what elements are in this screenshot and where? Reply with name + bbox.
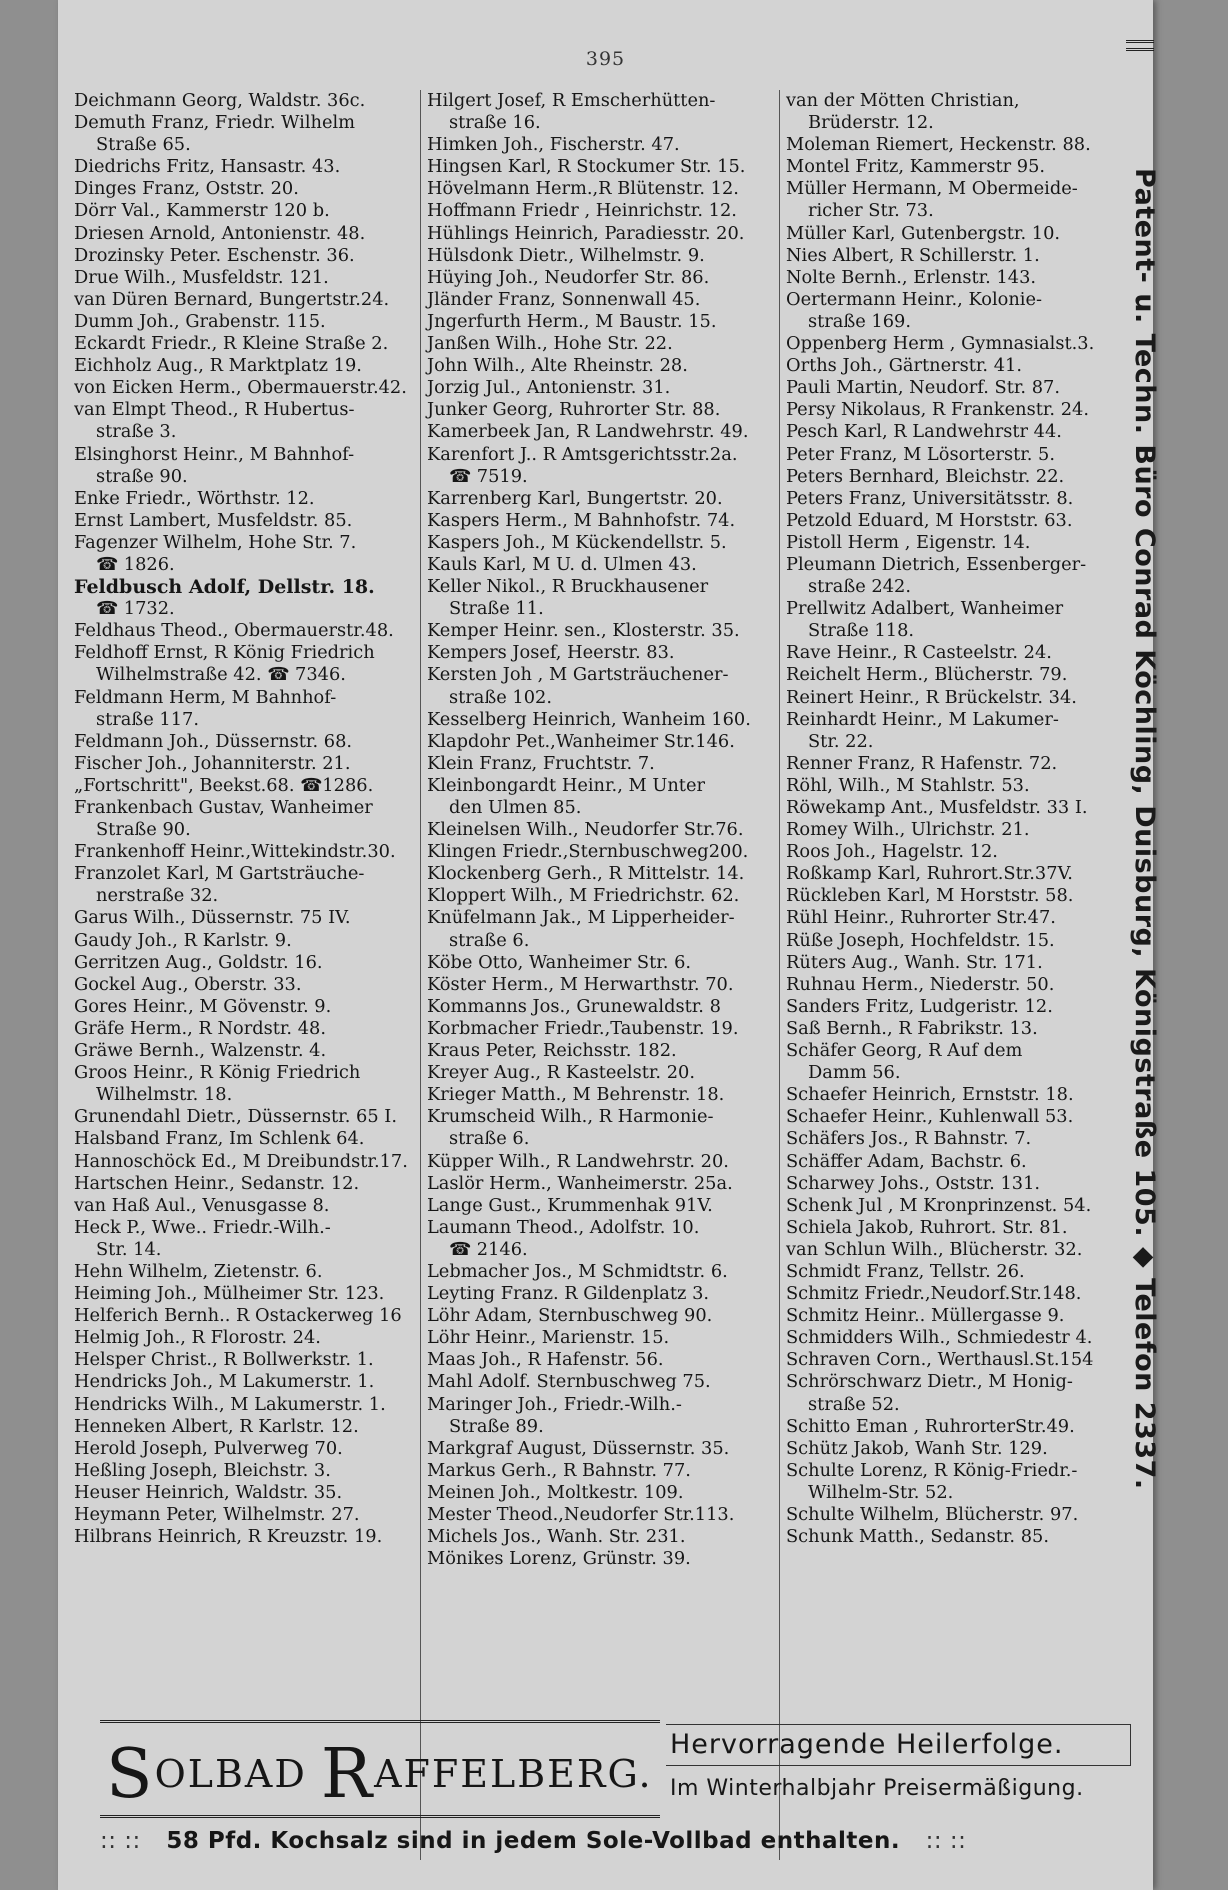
- directory-entry: ☎ 1732.: [96, 598, 175, 620]
- directory-entry: straße 52.: [808, 1393, 900, 1415]
- directory-entry: Kloppert Wilh., M Friedrichstr. 62.: [427, 885, 740, 907]
- directory-entry: Krumscheid Wilh., R Harmonie-: [427, 1106, 714, 1128]
- directory-entry: Gräwe Bernh., Walzenstr. 4.: [74, 1040, 327, 1062]
- sidebar-advertisement-text: Patent- u. Techn. Büro Conrad Köchling, Duisburg, Königstraße 105. ◆ Telefon 2337.: [1129, 168, 1160, 1490]
- directory-entry: Schäfer Georg, R Auf dem: [786, 1040, 1023, 1062]
- directory-entry: Klapdohr Pet.,Wanheimer Str.146.: [427, 730, 735, 752]
- directory-entry: Mahl Adolf. Sternbuschweg 75.: [427, 1371, 711, 1393]
- directory-entry: Keller Nikol., R Bruckhausener: [427, 576, 709, 598]
- directory-entry: Brüderstr. 12.: [808, 112, 934, 134]
- directory-entry: Müller Karl, Gutenbergstr. 10.: [786, 222, 1061, 244]
- directory-entry: Feldhaus Theod., Obermauerstr.48.: [74, 620, 394, 642]
- directory-entry: Hartschen Heinr., Sedanstr. 12.: [74, 1172, 360, 1194]
- directory-entry: Straße 65.: [96, 134, 191, 156]
- directory-entry: Köbe Otto, Wanheimer Str. 6.: [427, 951, 692, 973]
- ad-slogan-box: [660, 1716, 1130, 1814]
- directory-entry: Jngerfurth Herm., M Baustr. 15.: [427, 310, 717, 332]
- directory-entry: Damm 56.: [808, 1062, 901, 1084]
- directory-entry: von Eicken Herm., Obermauerstr.42.: [74, 377, 407, 399]
- directory-entry: Garus Wilh., Düssernstr. 75 IV.: [74, 907, 351, 929]
- directory-entry: Maringer Joh., Friedr.-Wilh.-: [427, 1393, 682, 1415]
- directory-entry: Schütz Jakob, Wanh Str. 129.: [786, 1437, 1048, 1459]
- directory-entry: Pleumann Dietrich, Essenberger-: [786, 553, 1087, 575]
- directory-entry: Prellwitz Adalbert, Wanheimer: [786, 598, 1064, 620]
- directory-entry: Kamerbeek Jan, R Landwehrstr. 49.: [427, 421, 749, 443]
- ad-name-part-1: OLBAD: [154, 1752, 321, 1796]
- directory-page: [58, 0, 1153, 1890]
- directory-entry: Heiming Joh., Mülheimer Str. 123.: [74, 1283, 385, 1305]
- directory-entry: den Ulmen 85.: [449, 797, 582, 818]
- directory-entry: Klockenberg Gerh., R Mittelstr. 14.: [427, 863, 745, 885]
- directory-entry: Schraven Corn., Werthausl.St.154: [786, 1349, 1094, 1371]
- directory-entry: Schmitz Friedr.,Neudorf.Str.148.: [786, 1283, 1082, 1305]
- directory-column-2: [420, 90, 780, 1860]
- directory-entry: Frankenbach Gustav, Wanheimer: [74, 797, 373, 818]
- directory-entry: Kaspers Herm., M Bahnhofstr. 74.: [427, 509, 736, 531]
- directory-entry: Persy Nikolaus, R Frankenstr. 24.: [786, 399, 1089, 421]
- directory-entry: Romey Wilh., Ulrichstr. 21.: [786, 819, 1030, 841]
- ad-name: [106, 1735, 653, 1814]
- directory-entry: Schaefer Heinrich, Ernststr. 18.: [786, 1084, 1074, 1106]
- directory-entry: Wilhelmstraße 42. ☎ 7346.: [96, 664, 346, 686]
- ad-name-part-2: AFFELBERG.: [374, 1752, 653, 1796]
- directory-entry: van Elmpt Theod., R Hubertus-: [74, 399, 355, 421]
- directory-entry: Kempers Josef, Heerstr. 83.: [427, 642, 675, 664]
- directory-entry: Feldbusch Adolf, Dellstr. 18.: [74, 576, 375, 599]
- directory-entry: Schulte Lorenz, R König-Friedr.-: [786, 1459, 1078, 1481]
- directory-entry: Karenfort J.. R Amtsgerichtsstr.2a.: [427, 443, 738, 465]
- directory-entry: Ruhnau Herm., Niederstr. 50.: [786, 973, 1055, 995]
- directory-entry: Schmidt Franz, Tellstr. 26.: [786, 1260, 1025, 1282]
- directory-entry: ☎ 7519.: [449, 465, 528, 487]
- directory-entry: Dumm Joh., Grabenstr. 115.: [74, 310, 326, 332]
- directory-entry: Henneken Albert, R Karlstr. 12.: [74, 1415, 359, 1437]
- sidebar-rule-top: [1126, 40, 1154, 43]
- directory-entry: Kemper Heinr. sen., Klosterstr. 35.: [427, 620, 740, 642]
- directory-entry: Karrenberg Karl, Bungertstr. 20.: [427, 487, 723, 509]
- directory-entry: Sanders Fritz, Ludgeristr. 12.: [786, 995, 1053, 1017]
- directory-entry: Dörr Val., Kammerstr 120 b.: [74, 200, 330, 222]
- directory-entry: Hüying Joh., Neudorfer Str. 86.: [427, 266, 710, 288]
- directory-entry: Krieger Matth., M Behrenstr. 18.: [427, 1084, 725, 1106]
- directory-entry: Feldmann Herm, M Bahnhof-: [74, 686, 337, 708]
- ad-slogan: Hervorragende Heilerfolge.: [666, 1724, 1131, 1766]
- directory-entry: Meinen Joh., Moltkestr. 109.: [427, 1481, 684, 1503]
- directory-entry: Gaudy Joh., R Karlstr. 9.: [74, 929, 292, 951]
- directory-entry: Herold Joseph, Pulverweg 70.: [74, 1437, 343, 1459]
- directory-entry: Schrörschwarz Dietr., M Honig-: [786, 1371, 1073, 1393]
- directory-entry: Diedrichs Fritz, Hansastr. 43.: [74, 156, 341, 178]
- directory-entry: Schiela Jakob, Ruhrort. Str. 81.: [786, 1216, 1068, 1238]
- directory-entry: Petzold Eduard, M Horststr. 63.: [786, 509, 1073, 531]
- directory-entry: Nolte Bernh., Erlenstr. 143.: [786, 266, 1037, 288]
- directory-entry: Hehn Wilhelm, Zietenstr. 6.: [74, 1260, 323, 1282]
- directory-entry: Driesen Arnold, Antonienstr. 48.: [74, 222, 366, 244]
- directory-entry: Klingen Friedr.,Sternbuschweg200.: [427, 841, 749, 863]
- directory-entry: Lange Gust., Krummenhak 91V.: [427, 1194, 713, 1216]
- directory-entry: Gerritzen Aug., Goldstr. 16.: [74, 951, 323, 973]
- directory-entry: Oertermann Heinr., Kolonie-: [786, 288, 1043, 310]
- directory-entry: Montel Fritz, Kammerstr 95.: [786, 156, 1046, 178]
- directory-entry: Schmidders Wilh., Schmiedestr 4.: [786, 1327, 1093, 1349]
- directory-entry: Wilhelmstr. 18.: [96, 1084, 233, 1106]
- directory-entry: Korbmacher Friedr.,Taubenstr. 19.: [427, 1017, 739, 1039]
- directory-entry: Rüße Joseph, Hochfeldstr. 15.: [786, 929, 1055, 951]
- page-number: 395: [585, 48, 626, 70]
- directory-entry: Röhl, Wilh., M Stahlstr. 53.: [786, 774, 1030, 796]
- ad-salt-note: 58 Pfd. Kochsalz sind in jedem Sole-Vollbad enthalten.: [166, 1828, 901, 1854]
- directory-entry: Rückleben Karl, M Horststr. 58.: [786, 885, 1074, 907]
- directory-entry: Heuser Heinrich, Waldstr. 35.: [74, 1481, 343, 1503]
- directory-entry: Hendricks Wilh., M Lakumerstr. 1.: [74, 1393, 386, 1415]
- directory-entry: Feldhoff Ernst, R König Friedrich: [74, 642, 375, 664]
- directory-entry: Str. 14.: [96, 1238, 162, 1260]
- directory-entry: Hendricks Joh., M Lakumerstr. 1.: [74, 1371, 375, 1393]
- directory-entry: straße 90.: [96, 465, 188, 487]
- directory-entry: Kleinbongardt Heinr., M Unter: [427, 774, 705, 796]
- sidebar-rule-top-2: [1126, 48, 1154, 51]
- directory-entry: van Schlun Wilh., Blücherstr. 32.: [786, 1238, 1083, 1260]
- directory-entry: Drue Wilh., Musfeldstr. 121.: [74, 266, 329, 288]
- directory-entry: Kersten Joh , M Gartsträuchener-: [427, 664, 729, 686]
- directory-entry: straße 117.: [96, 708, 200, 730]
- directory-entry: Renner Franz, R Hafenstr. 72.: [786, 752, 1058, 774]
- directory-entry: Schenk Jul , M Kronprinzenst. 54.: [786, 1194, 1092, 1216]
- directory-columns: [74, 90, 1134, 1860]
- directory-entry: Michels Jos., Wanh. Str. 231.: [427, 1526, 686, 1548]
- directory-entry: Helferich Bernh.. R Ostackerweg 16: [74, 1305, 402, 1327]
- directory-entry: Gores Heinr., M Gövenstr. 9.: [74, 995, 332, 1017]
- directory-entry: Reinhardt Heinr., M Lakumer-: [786, 708, 1059, 730]
- directory-entry: Helsper Christ., R Bollwerkstr. 1.: [74, 1349, 374, 1371]
- directory-entry: Straße 118.: [808, 620, 915, 642]
- directory-entry: Scharwey Johs., Oststr. 131.: [786, 1172, 1041, 1194]
- directory-entry: Wilhelm-Str. 52.: [808, 1481, 954, 1503]
- directory-entry: Lebmacher Jos., M Schmidtstr. 6.: [427, 1260, 728, 1282]
- directory-entry: Rave Heinr., R Casteelstr. 24.: [786, 642, 1052, 664]
- directory-entry: Kreyer Aug., R Kasteelstr. 20.: [427, 1062, 695, 1084]
- directory-entry: Eichholz Aug., R Marktplatz 19.: [74, 355, 362, 377]
- directory-entry: Hilbrans Heinrich, R Kreuzstr. 19.: [74, 1526, 383, 1548]
- directory-entry: Hoffmann Friedr , Heinrichstr. 12.: [427, 200, 737, 222]
- ad-name-initial-r: R: [320, 1735, 375, 1814]
- directory-entry: Saß Bernh., R Fabrikstr. 13.: [786, 1017, 1038, 1039]
- solbad-advertisement: [100, 1716, 1135, 1866]
- directory-entry: Schäffer Adam, Bachstr. 6.: [786, 1150, 1027, 1172]
- directory-entry: Markus Gerh., R Bahnstr. 77.: [427, 1459, 691, 1481]
- directory-entry: Klein Franz, Fruchtstr. 7.: [427, 752, 655, 774]
- directory-entry: Helmig Joh., R Florostr. 24.: [74, 1327, 321, 1349]
- directory-entry: Kommanns Jos., Grunewaldstr. 8: [427, 995, 721, 1017]
- directory-entry: Jländer Franz, Sonnenwall 45.: [427, 288, 701, 310]
- directory-entry: Fischer Joh., Johanniterstr. 21.: [74, 752, 351, 774]
- directory-entry: straße 169.: [808, 310, 912, 332]
- directory-entry: Reichelt Herm., Blücherstr. 79.: [786, 664, 1068, 686]
- directory-entry: Heymann Peter, Wilhelmstr. 27.: [74, 1504, 360, 1525]
- directory-entry: straße 3.: [96, 421, 177, 443]
- directory-entry: straße 6.: [449, 1128, 530, 1150]
- directory-entry: Mönikes Lorenz, Grünstr. 39.: [427, 1548, 691, 1570]
- directory-entry: Heßling Joseph, Bleichstr. 3.: [74, 1459, 331, 1481]
- directory-entry: Reinert Heinr., R Brückelstr. 34.: [786, 686, 1077, 708]
- directory-entry: Ernst Lambert, Musfeldstr. 85.: [74, 509, 353, 531]
- directory-entry: straße 6.: [449, 929, 530, 951]
- directory-entry: Hilgert Josef, R Emscherhütten-: [427, 90, 716, 111]
- directory-entry: Peter Franz, M Lösorterstr. 5.: [786, 443, 1056, 465]
- directory-entry: Himken Joh., Fischerstr. 47.: [427, 134, 680, 156]
- directory-entry: Janßen Wilh., Hohe Str. 22.: [427, 333, 673, 355]
- directory-entry: Grunendahl Dietr., Düssernstr. 65 I.: [74, 1106, 397, 1128]
- directory-entry: Hühlings Heinrich, Paradiesstr. 20.: [427, 222, 745, 244]
- directory-entry: Laslör Herm., Wanheimerstr. 25a.: [427, 1172, 733, 1194]
- directory-entry: Gockel Aug., Oberstr. 33.: [74, 973, 302, 995]
- directory-entry: Köster Herm., M Herwarthstr. 70.: [427, 973, 734, 995]
- ad-dots-right: :: ::: [925, 1828, 967, 1854]
- directory-entry: van Düren Bernard, Bungertstr.24.: [74, 288, 390, 310]
- directory-column-1: [74, 90, 411, 1860]
- directory-entry: Enke Friedr., Wörthstr. 12.: [74, 487, 315, 509]
- directory-entry: Orths Joh., Gärtnerstr. 41.: [786, 355, 1023, 377]
- directory-entry: Kauls Karl, M U. d. Ulmen 43.: [427, 553, 697, 575]
- directory-entry: Kraus Peter, Reichsstr. 182.: [427, 1040, 677, 1062]
- ad-name-initial-s: S: [106, 1735, 155, 1814]
- directory-entry: Franzolet Karl, M Gartsträuche-: [74, 863, 365, 885]
- directory-entry: Oppenberg Herm , Gymnasialst.3.: [786, 333, 1095, 355]
- directory-entry: Feldmann Joh., Düssernstr. 68.: [74, 730, 353, 752]
- directory-entry: straße 102.: [449, 686, 553, 708]
- directory-entry: Moleman Riemert, Heckenstr. 88.: [786, 134, 1091, 156]
- directory-entry: Dinges Franz, Oststr. 20.: [74, 178, 299, 200]
- directory-entry: Mester Theod.,Neudorfer Str.113.: [427, 1504, 735, 1525]
- directory-entry: Kesselberg Heinrich, Wanheim 160.: [427, 708, 751, 730]
- directory-entry: Löhr Adam, Sternbuschweg 90.: [427, 1305, 713, 1327]
- directory-entry: Schäfers Jos., R Bahnstr. 7.: [786, 1128, 1032, 1150]
- directory-entry: van der Mötten Christian,: [786, 90, 1020, 111]
- directory-entry: Nies Albert, R Schillerstr. 1.: [786, 244, 1040, 266]
- directory-entry: Maas Joh., R Hafenstr. 56.: [427, 1349, 664, 1371]
- directory-entry: Drozinsky Peter. Eschenstr. 36.: [74, 244, 355, 266]
- directory-entry: Küpper Wilh., R Landwehrstr. 20.: [427, 1150, 729, 1172]
- directory-entry: Leyting Franz. R Gildenplatz 3.: [427, 1283, 710, 1305]
- ad-bottom-line: [100, 1828, 1135, 1854]
- directory-entry: Pauli Martin, Neudorf. Str. 87.: [786, 377, 1060, 399]
- directory-entry: John Wilh., Alte Rheinstr. 28.: [427, 355, 688, 377]
- directory-entry: Löhr Heinr., Marienstr. 15.: [427, 1327, 670, 1349]
- directory-entry: Schaefer Heinr., Kuhlenwall 53.: [786, 1106, 1074, 1128]
- directory-entry: Pistoll Herm , Eigenstr. 14.: [786, 531, 1031, 553]
- directory-entry: ☎ 2146.: [449, 1238, 528, 1260]
- directory-entry: „Fortschritt", Beekst.68. ☎1286.: [74, 774, 374, 796]
- directory-entry: Röwekamp Ant., Musfeldstr. 33 I.: [786, 797, 1088, 818]
- directory-entry: Knüfelmann Jak., M Lipperheider-: [427, 907, 735, 929]
- directory-entry: Rühl Heinr., Ruhrorter Str.47.: [786, 907, 1056, 929]
- directory-entry: Heck P., Wwe.. Friedr.-Wilh.-: [74, 1216, 331, 1238]
- directory-entry: van Haß Aul., Venusgasse 8.: [74, 1194, 330, 1216]
- directory-entry: Straße 90.: [96, 819, 191, 841]
- directory-entry: nerstraße 32.: [96, 885, 219, 907]
- directory-entry: Pesch Karl, R Landwehrstr 44.: [786, 421, 1062, 443]
- directory-entry: Deichmann Georg, Waldstr. 36c.: [74, 90, 366, 111]
- directory-entry: Eckardt Friedr., R Kleine Straße 2.: [74, 333, 389, 355]
- directory-entry: Roos Joh., Hagelstr. 12.: [786, 841, 998, 863]
- directory-entry: Hövelmann Herm.,R Blütenstr. 12.: [427, 178, 739, 200]
- directory-entry: Junker Georg, Ruhrorter Str. 88.: [427, 399, 721, 421]
- directory-entry: Schitto Eman , RuhrorterStr.49.: [786, 1415, 1075, 1437]
- directory-entry: straße 242.: [808, 576, 912, 598]
- directory-entry: Frankenhoff Heinr.,Wittekindstr.30.: [74, 841, 396, 863]
- directory-entry: Hingsen Karl, R Stockumer Str. 15.: [427, 156, 746, 178]
- directory-entry: Kleinelsen Wilh., Neudorfer Str.76.: [427, 819, 744, 841]
- directory-entry: Halsband Franz, Im Schlenk 64.: [74, 1128, 365, 1150]
- directory-entry: Gräfe Herm., R Nordstr. 48.: [74, 1017, 326, 1039]
- directory-entry: Hannoschöck Ed., M Dreibundstr.17.: [74, 1150, 408, 1172]
- directory-entry: ☎ 1826.: [96, 553, 175, 575]
- directory-entry: Schulte Wilhelm, Blücherstr. 97.: [786, 1504, 1079, 1525]
- directory-entry: Elsinghorst Heinr., M Bahnhof-: [74, 443, 355, 465]
- directory-entry: Hülsdonk Dietr., Wilhelmstr. 9.: [427, 244, 705, 266]
- directory-entry: Peters Bernhard, Bleichstr. 22.: [786, 465, 1065, 487]
- directory-entry: Groos Heinr., R König Friedrich: [74, 1062, 361, 1084]
- directory-entry: Kaspers Joh., M Kückendellstr. 5.: [427, 531, 727, 553]
- directory-entry: Demuth Franz, Friedr. Wilhelm: [74, 112, 356, 134]
- directory-column-3: [779, 90, 1143, 1860]
- directory-entry: Jorzig Jul., Antonienstr. 31.: [427, 377, 671, 399]
- directory-entry: Str. 22.: [808, 730, 874, 752]
- directory-entry: Schunk Matth., Sedanstr. 85.: [786, 1526, 1049, 1548]
- directory-entry: Straße 11.: [449, 598, 544, 620]
- directory-entry: richer Str. 73.: [808, 200, 934, 222]
- ad-price-note: Im Winterhalbjahr Preisermäßigung.: [670, 1776, 1084, 1801]
- directory-entry: Fagenzer Wilhelm, Hohe Str. 7.: [74, 531, 357, 553]
- directory-entry: Laumann Theod., Adolfstr. 10.: [427, 1216, 700, 1238]
- directory-entry: Rüters Aug., Wanh. Str. 171.: [786, 951, 1043, 973]
- directory-entry: Roßkamp Karl, Ruhrort.Str.37V.: [786, 863, 1073, 885]
- directory-entry: Straße 89.: [449, 1415, 544, 1437]
- ad-name-box: [100, 1720, 660, 1818]
- directory-entry: Schmitz Heinr.. Müllergasse 9.: [786, 1305, 1065, 1327]
- directory-entry: Müller Hermann, M Obermeide-: [786, 178, 1078, 200]
- directory-entry: Markgraf August, Düssernstr. 35.: [427, 1437, 730, 1459]
- directory-entry: straße 16.: [449, 112, 541, 134]
- ad-dots-left: :: ::: [100, 1828, 141, 1854]
- directory-entry: Peters Franz, Universitätsstr. 8.: [786, 487, 1074, 509]
